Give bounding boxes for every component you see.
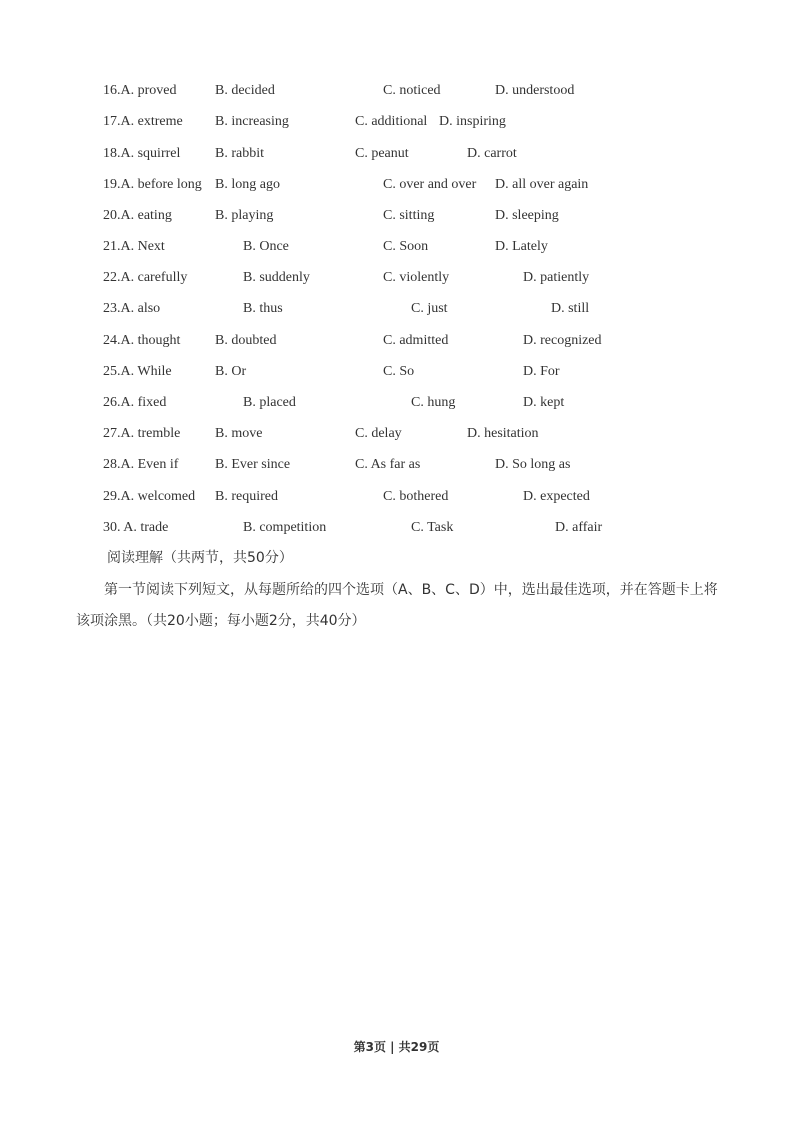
instruction-line-1: 第一节阅读下列短文，从每题所给的四个选项（A、B、C、D）中，选出最佳选项，并在答题卡上将 (104, 582, 718, 598)
option-d: D. kept (523, 395, 565, 410)
option-a: 18.A. squirrel (103, 146, 181, 161)
option-c: C. Soon (383, 239, 429, 254)
option-a: 24.A. thought (103, 333, 181, 348)
option-a: 17.A. extreme (103, 114, 183, 129)
option-c: C. additional (355, 114, 428, 129)
option-b: B. playing (215, 208, 274, 223)
page-footer: 第3页 | 共29页 (353, 1040, 440, 1054)
option-b: B. long ago (215, 177, 280, 192)
option-d: D. expected (523, 489, 590, 504)
option-d: D. hesitation (467, 426, 539, 441)
option-a: 30. A. trade (103, 520, 169, 535)
option-a: 29.A. welcomed (103, 489, 196, 504)
option-c: C. noticed (383, 83, 441, 98)
option-d: D. For (523, 364, 560, 379)
option-d: D. sleeping (495, 208, 559, 223)
option-c: C. admitted (383, 333, 449, 348)
option-d: D. affair (555, 520, 603, 535)
option-d: D. all over again (495, 177, 589, 192)
option-b: B. Ever since (215, 457, 291, 472)
option-a: 23.A. also (103, 301, 161, 316)
option-b: B. Once (243, 239, 289, 254)
question-row (0, 487, 793, 507)
instruction-line-2: 该项涂黑。（共20小题；每小题2分，共40分） (76, 613, 366, 629)
option-d: D. still (551, 301, 590, 316)
question-row (0, 237, 793, 257)
option-b: B. doubted (215, 333, 277, 348)
question-row (0, 81, 793, 101)
option-b: B. suddenly (243, 270, 310, 285)
question-row (0, 393, 793, 413)
question-row (0, 455, 793, 475)
option-a: 16.A. proved (103, 83, 177, 98)
option-a: 26.A. fixed (103, 395, 167, 410)
option-a: 19.A. before long (103, 177, 202, 192)
option-b: B. increasing (215, 114, 289, 129)
option-a: 21.A. Next (103, 239, 165, 254)
option-c: C. bothered (383, 489, 449, 504)
option-c: C. violently (383, 270, 450, 285)
option-c: C. sitting (383, 208, 435, 223)
option-c: C. delay (355, 426, 402, 441)
question-row (0, 331, 793, 351)
option-d: D. So long as (495, 457, 571, 472)
option-b: B. competition (243, 520, 327, 535)
option-a: 20.A. eating (103, 208, 172, 223)
option-c: C. So (383, 364, 415, 379)
question-row (0, 112, 793, 132)
option-c: C. hung (411, 395, 456, 410)
option-d: D. carrot (467, 146, 517, 161)
question-row (0, 268, 793, 288)
question-row (0, 175, 793, 195)
option-c: C. Task (411, 520, 454, 535)
option-d: D. understood (495, 83, 575, 98)
question-row (0, 518, 793, 538)
option-b: B. required (215, 489, 278, 504)
section-heading: 阅读理解（共两节，共50分） (107, 550, 293, 566)
option-b: B. placed (243, 395, 296, 410)
option-d: D. patiently (523, 270, 590, 285)
option-b: B. thus (243, 301, 283, 316)
option-d: D. Lately (495, 239, 548, 254)
question-row (0, 144, 793, 164)
option-b: B. decided (215, 83, 275, 98)
question-row (0, 424, 793, 444)
question-row (0, 206, 793, 226)
option-b: B. move (215, 426, 263, 441)
option-d: D. recognized (523, 333, 602, 348)
question-row (0, 362, 793, 382)
option-a: 27.A. tremble (103, 426, 181, 441)
option-c: C. peanut (355, 146, 409, 161)
option-b: B. Or (215, 364, 247, 379)
option-a: 22.A. carefully (103, 270, 188, 285)
option-c: C. over and over (383, 177, 477, 192)
question-row (0, 299, 793, 319)
option-c: C. As far as (355, 457, 421, 472)
option-a: 25.A. While (103, 364, 172, 379)
option-c: C. just (411, 301, 448, 316)
option-b: B. rabbit (215, 146, 264, 161)
option-a: 28.A. Even if (103, 457, 179, 472)
option-d: D. inspiring (439, 114, 506, 129)
